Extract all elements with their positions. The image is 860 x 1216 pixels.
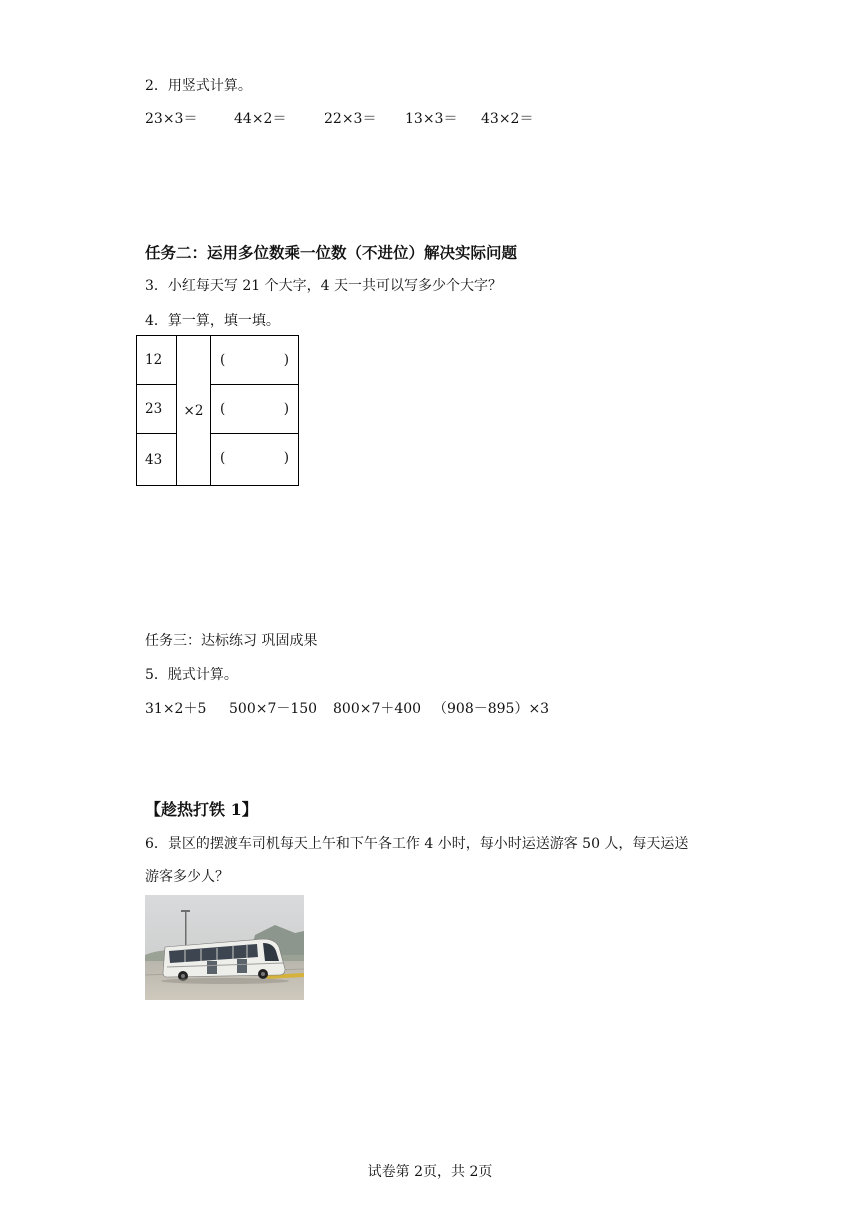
q3-text: 3．小红每天写 21 个大字，4 天一共可以写多少个大字？ (145, 278, 502, 294)
bonus-heading: 【趁热打铁 1】 (145, 800, 258, 819)
q5-title: 5．脱式计算。 (145, 667, 238, 683)
q4-title: 4．算一算，填一填。 (145, 313, 280, 329)
q6-line1: 6．景区的摆渡车司机每天上午和下午各工作 4 小时，每小时运送游客 50 人，每天运送 (145, 836, 689, 852)
q5-expr: （908－895）×3 (433, 701, 550, 717)
q4-answer-blank[interactable]: ( ) (211, 336, 299, 385)
task2-heading: 任务二：运用多位数乘一位数（不进位）解决实际问题 (145, 243, 518, 262)
q5-expr: 800×7＋400 (333, 701, 422, 717)
q2-expr: 44×2＝ (234, 111, 287, 127)
q5-expr: 31×2＋5 (145, 701, 207, 717)
task3-heading: 任务三：达标练习 巩固成果 (145, 633, 318, 649)
q2-title: 2．用竖式计算。 (145, 78, 252, 94)
q2-expr: 43×2＝ (481, 111, 534, 127)
page-footer: 试卷第 2页，共 2页 (367, 1164, 493, 1180)
shuttle-bus-photo (145, 895, 304, 1000)
q5-expr: 500×7－150 (229, 701, 318, 717)
q2-expr: 23×3＝ (145, 111, 198, 127)
q4-number: 23 (137, 385, 177, 434)
q4-fill-table (136, 335, 299, 486)
q2-expr: 22×3＝ (324, 111, 377, 127)
q2-expr: 13×3＝ (405, 111, 458, 127)
q6-line2: 游客多少人？ (145, 869, 229, 885)
q4-number: 43 (137, 434, 177, 486)
q4-answer-blank[interactable]: ( ) (211, 434, 299, 486)
q5-expressions (145, 698, 565, 718)
q2-expressions (145, 108, 565, 128)
q4-number: 12 (137, 336, 177, 385)
q4-answer-blank[interactable]: ( ) (211, 385, 299, 434)
q4-operator: ×2 (177, 336, 211, 486)
